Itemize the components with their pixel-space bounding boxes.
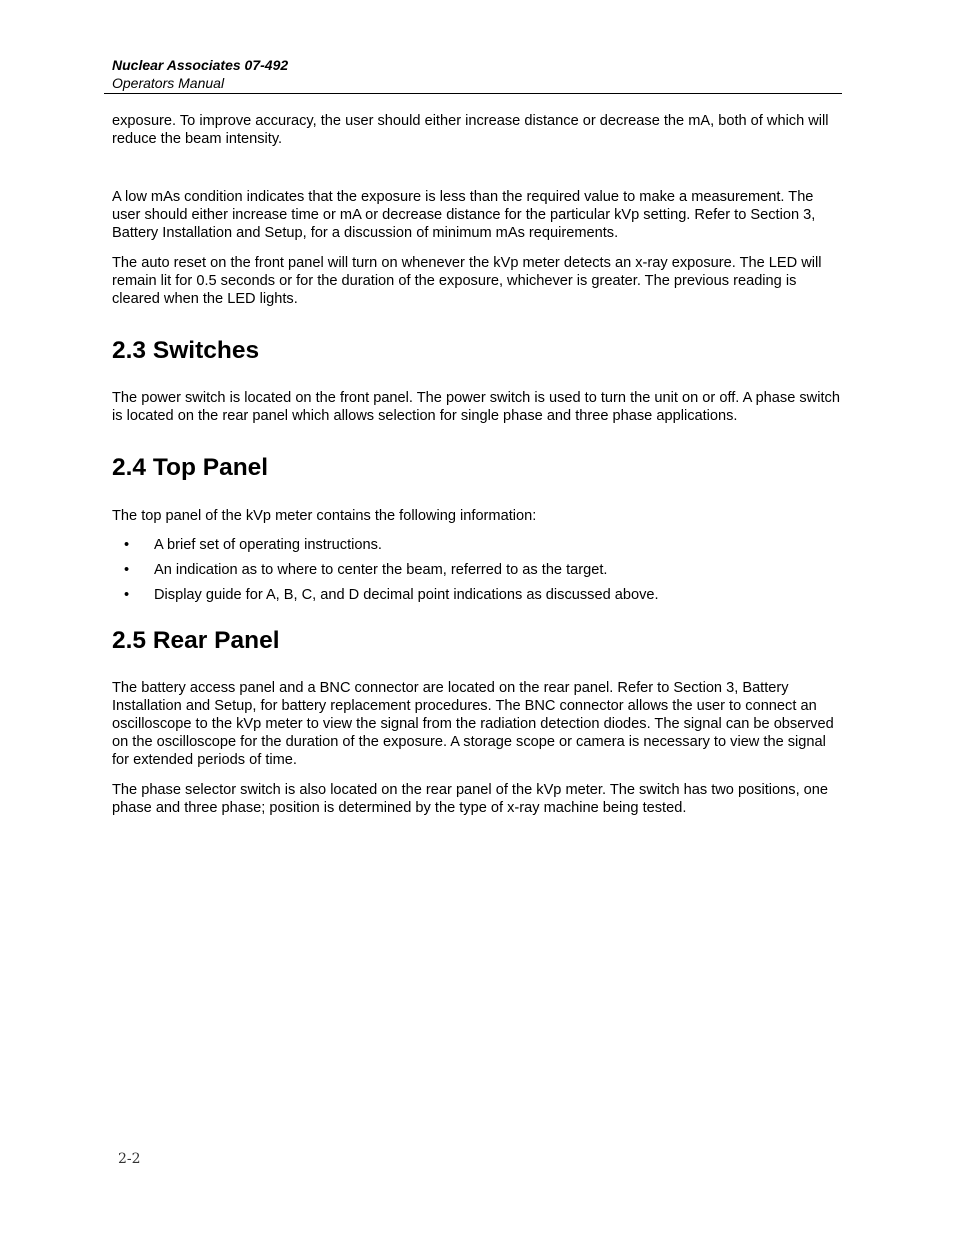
- list-item: [112, 536, 844, 554]
- section-heading-top-panel: 2.4 Top Panel: [112, 454, 269, 481]
- bullet-marker: •: [124, 537, 130, 553]
- paragraph-switches: The power switch is located on the front panel. The power switch is used to turn the unit on or off. A phase switch is located on the rear panel which allows selection for single phase and three phase applications.: [112, 390, 840, 424]
- paragraph-auto-reset: The auto reset on the front panel will turn on whenever the kVp meter detects an x-ray exposure. The LED will remain lit for 0.5 seconds or for the duration of the exposure, whichever is greater. The previous reading is cleared when the LED lights.: [112, 255, 822, 307]
- paragraph-rear-panel-phase: The phase selector switch is also located on the rear panel of the kVp meter. The switch has two positions, one phase and three phase; position is determined by the type of x-ray machine being tested.: [112, 782, 829, 816]
- list-item-text: An indication as to where to center the beam, referred to as the target.: [154, 562, 608, 578]
- paragraph-top-panel-intro: The top panel of the kVp meter contains the following information:: [112, 508, 537, 524]
- paragraph-low-mas: A low mAs condition indicates that the exposure is less than the required value to make a measurement. The user should either increase time or mA or decrease distance for the particular kVp setting. Refer to Section 3, Battery Installation and Setup, for a discussion of minimum mAs requirements.: [112, 189, 816, 241]
- list-item: [112, 561, 844, 579]
- list-item-text: A brief set of operating instructions.: [154, 537, 382, 553]
- page-content: [112, 112, 844, 817]
- list-item: [112, 586, 844, 604]
- paragraph-exposure-continued: exposure. To improve accuracy, the user should either increase distance or decrease the mA, both of which will reduce the beam intensity.: [112, 113, 829, 147]
- page-header: [104, 56, 842, 94]
- document-subtitle: Operators Manual: [112, 75, 225, 91]
- bullet-marker: •: [124, 562, 130, 578]
- bullet-marker: •: [124, 587, 130, 603]
- list-item-text: Display guide for A, B, C, and D decimal point indications as discussed above.: [154, 587, 659, 603]
- section-heading-switches: 2.3 Switches: [112, 337, 260, 364]
- section-heading-rear-panel: 2.5 Rear Panel: [112, 627, 280, 654]
- page-number: 2-2: [118, 1151, 141, 1167]
- document-title: Nuclear Associates 07-492: [112, 57, 289, 73]
- paragraph-rear-panel-bnc: The battery access panel and a BNC connector are located on the rear panel. Refer to Section 3, Battery Installation and Setup, for battery replacement procedures. The BNC connector allows the user to connect an oscilloscope to the kVp meter to view the signal from the radiation detection diodes. The signal can be observed on the oscilloscope for the duration of the exposure. A storage scope or camera is necessary to view the signal for extended periods of time.: [112, 680, 834, 768]
- top-panel-list: [112, 536, 844, 604]
